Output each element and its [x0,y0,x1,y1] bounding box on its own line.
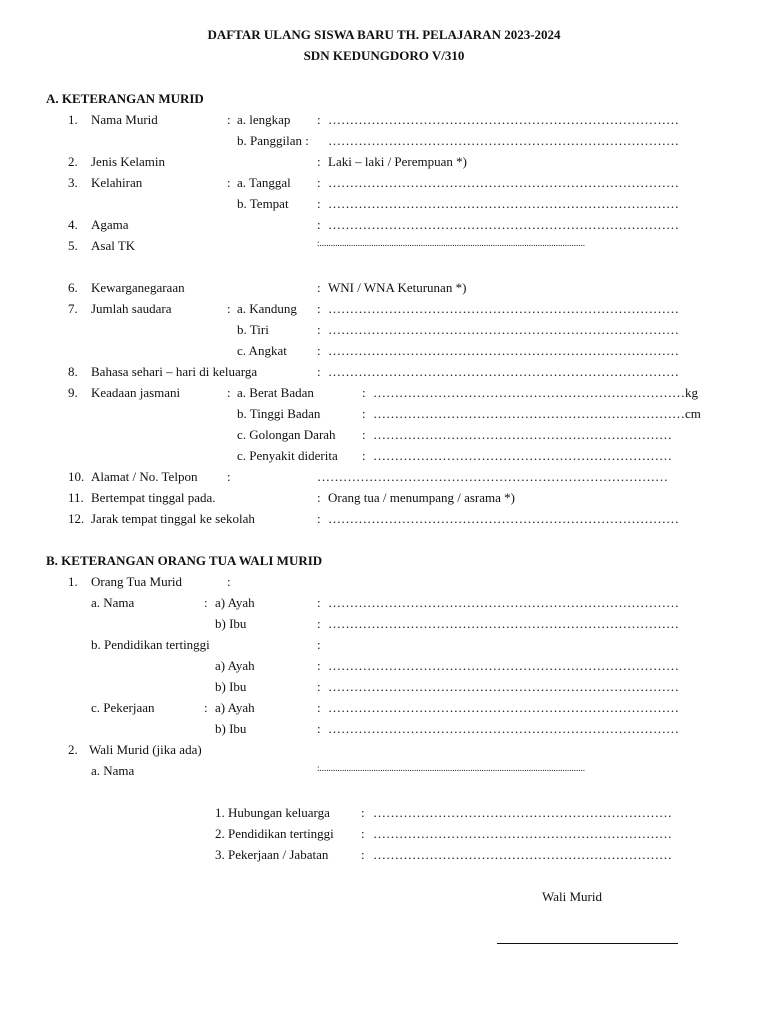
fill-line-tinggi-badan[interactable]: ………………………………………………………………cm [373,406,701,421]
sub-label-hubungan: 1. Hubungan keluarga [215,805,330,820]
fill-line-nama-ayah[interactable]: ……………………………………………………………………… [328,595,679,610]
fill-line-hubungan[interactable]: …………………………………………………………… [373,805,672,820]
field-label-jarak: Jarak tempat tinggal ke sekolah [91,511,255,526]
fill-line-pekerjaan-wali[interactable]: …………………………………………………………… [373,847,672,862]
colon: : [317,301,321,316]
colon: : [361,847,365,862]
sub-label-tinggi-badan: b. Tinggi Badan [237,406,321,421]
field-label-bahasa: Bahasa sehari – hari di keluarga [91,364,258,379]
row-num: 5. [68,238,78,253]
sub-label-nama: a. Nama [91,595,135,610]
sub-label-ayah: a) Ayah [215,595,255,610]
colon: : [317,658,321,673]
row-num: 7. [68,301,78,316]
sub-label-ayah: a) Ayah [215,658,255,673]
colon: : [317,280,321,295]
fill-line-jarak[interactable]: ……………………………………………………………………… [328,511,679,526]
row-num: 3. [68,175,78,190]
field-label-bertempat-tinggal: Bertempat tinggal pada. [91,490,216,505]
row-num: 6. [68,280,78,295]
colon: : [227,175,231,190]
colon: : [227,112,231,127]
sub-label-ibu: b) Ibu [215,721,247,736]
sub-label-pendidikan-wali: 2. Pendidikan tertinggi [215,826,334,841]
option-bertempat-tinggal[interactable]: Orang tua / menumpang / asrama *) [328,490,515,505]
colon: : [317,364,321,379]
fill-line-golongan-darah[interactable]: …………………………………………………………… [373,427,672,442]
colon: : [317,322,321,337]
sub-label-pekerjaan: c. Pekerjaan [91,700,155,715]
sub-label-ibu: b) Ibu [215,616,247,631]
field-label-kelahiran: Kelahiran [91,175,143,190]
colon: : [362,385,366,400]
field-label-wali-murid: Wali Murid (jika ada) [89,742,202,757]
fill-line-pekerjaan-ayah[interactable]: ……………………………………………………………………… [328,700,679,715]
fill-line-alamat[interactable]: ……………………………………………………………………… [317,469,668,484]
sub-label-pekerjaan-wali: 3. Pekerjaan / Jabatan [215,847,329,862]
colon: : [317,616,321,631]
row-num: 1. [68,112,78,127]
fill-line-angkat[interactable]: ……………………………………………………………………… [328,343,679,358]
fill-line-penyakit[interactable]: …………………………………………………………… [373,448,672,463]
colon: : [227,385,231,400]
colon: : [317,679,321,694]
fill-line-panggilan[interactable]: ……………………………………………………………………… [328,133,679,148]
row-num: 8. [68,364,78,379]
sub-label-tiri: b. Tiri [237,322,269,337]
section-a-heading: A. KETERANGAN MURID [46,91,204,106]
fill-line-pendidikan-ibu[interactable]: ……………………………………………………………………… [328,679,679,694]
document-title: DAFTAR ULANG SISWA BARU TH. PELAJARAN 2023-2024 [207,27,561,42]
fill-line-pekerjaan-ibu[interactable]: ……………………………………………………………………… [328,721,679,736]
colon: : [317,196,321,211]
row-num: 2. [68,154,78,169]
signature-line[interactable] [497,943,678,944]
colon: : [317,217,321,232]
colon: : [317,595,321,610]
colon: : [361,805,365,820]
sub-label-golongan-darah: c. Golongan Darah [237,427,336,442]
fill-line-tanggal-lahir[interactable]: ……………………………………………………………………… [328,175,679,190]
row-num: 11. [68,490,84,505]
signature-label: Wali Murid [542,889,602,904]
fill-line-pendidikan-wali[interactable]: …………………………………………………………… [373,826,672,841]
colon: : [317,490,321,505]
field-label-nama-murid: Nama Murid [91,112,158,127]
colon: : [204,700,208,715]
fill-line-asal-tk[interactable]: :...................................................................................................................... [317,238,586,248]
sub-label-angkat: c. Angkat [237,343,287,358]
sub-label-penyakit: c. Penyakit diderita [237,448,338,463]
row-num: 2. [68,742,78,757]
row-num: 10. [68,469,85,484]
fill-line-pendidikan-ayah[interactable]: ……………………………………………………………………… [328,658,679,673]
fill-line-nama-lengkap[interactable]: ……………………………………………………………………… [328,112,679,127]
fill-line-nama-ibu[interactable]: ……………………………………………………………………… [328,616,679,631]
colon: : [317,511,321,526]
colon: : [317,637,321,652]
field-label-orang-tua-murid: Orang Tua Murid [91,574,183,589]
sub-label-wali-nama: a. Nama [91,763,135,778]
row-num: 9. [68,385,78,400]
colon: : [317,154,321,169]
field-label-keadaan-jasmani: Keadaan jasmani [91,385,181,400]
field-label-alamat: Alamat / No. Telpon [91,469,198,484]
sub-label-lengkap: a. lengkap [237,112,291,127]
sub-label-berat-badan: a. Berat Badan [237,385,314,400]
colon: : [317,721,321,736]
sub-label-ayah: a) Ayah [215,700,255,715]
colon: : [362,448,366,463]
field-label-jenis-kelamin: Jenis Kelamin [91,154,166,169]
fill-line-berat-badan[interactable]: ………………………………………………………………kg [373,385,698,400]
fill-line-agama[interactable]: ……………………………………………………………………… [328,217,679,232]
row-num: 1. [68,574,78,589]
colon: : [362,427,366,442]
colon: : [317,175,321,190]
field-label-kewarganegaraan: Kewarganegaraan [91,280,185,295]
colon: : [317,700,321,715]
option-kewarganegaraan[interactable]: WNI / WNA Keturunan *) [328,280,467,295]
sub-label-panggilan: b. Panggilan : [237,133,309,148]
fill-line-tiri[interactable]: ……………………………………………………………………… [328,322,679,337]
section-b-heading: B. KETERANGAN ORANG TUA WALI MURID [46,553,323,568]
option-jenis-kelamin[interactable]: Laki – laki / Perempuan *) [328,154,467,169]
colon: : [317,112,321,127]
colon: : [317,343,321,358]
fill-line-tempat-lahir[interactable]: ……………………………………………………………………… [328,196,679,211]
colon: : [227,574,231,589]
sub-label-kandung: a. Kandung [237,301,297,316]
fill-line-kandung[interactable]: ……………………………………………………………………… [328,301,679,316]
sub-label-ibu: b) Ibu [215,679,247,694]
fill-line-wali-nama[interactable]: :...................................................................................................................... [317,763,586,773]
row-num: 12. [68,511,85,526]
sub-label-pendidikan: b. Pendidikan tertinggi [91,637,210,652]
colon: : [204,595,208,610]
colon: : [361,826,365,841]
sub-label-tempat: b. Tempat [237,196,289,211]
colon: : [227,469,231,484]
field-label-asal-tk: Asal TK [91,238,136,253]
sub-label-tanggal: a. Tanggal [237,175,291,190]
colon: : [362,406,366,421]
field-label-jumlah-saudara: Jumlah saudara [91,301,172,316]
row-num: 4. [68,217,78,232]
school-name: SDN KEDUNGDORO V/310 [303,48,465,63]
fill-line-bahasa[interactable]: ……………………………………………………………………… [328,364,679,379]
field-label-agama: Agama [91,217,129,232]
colon: : [227,301,231,316]
